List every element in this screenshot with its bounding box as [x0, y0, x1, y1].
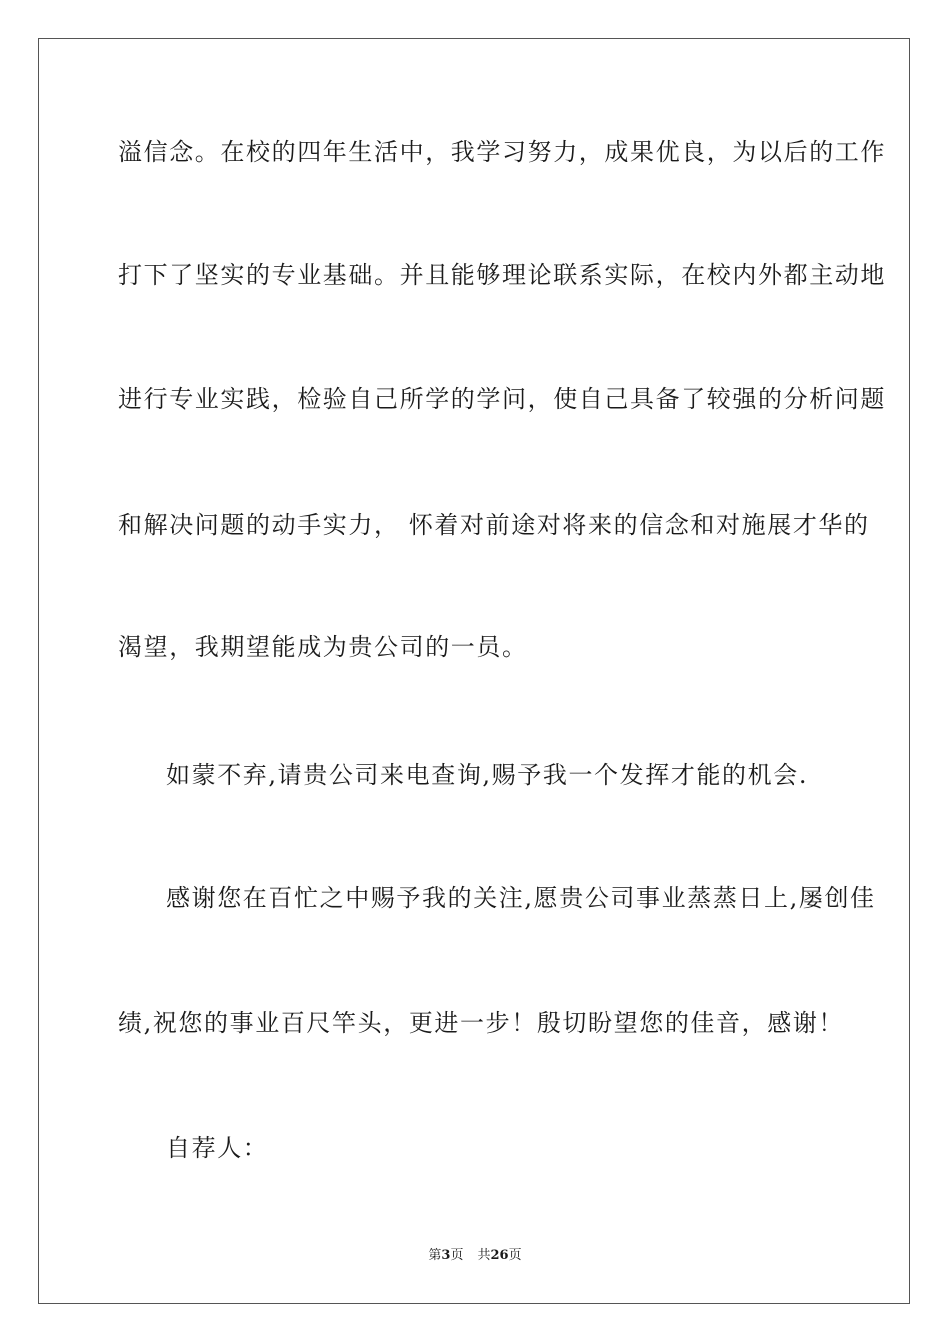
body-line-5: 渴望，我期望能成为贵公司的一员。	[118, 633, 528, 661]
body-line-1: 溢信念。在校的四年生活中，我学习努力，成果优良，为以后的工作	[118, 138, 886, 166]
body-line-2: 打下了坚实的专业基础。并且能够理论联系实际，在校内外都主动地	[118, 261, 886, 289]
body-line-3: 进行专业实践，检验自己所学的学问，使自己具备了较强的分析问题	[118, 385, 886, 413]
footer-page-prefix: 第	[428, 1248, 442, 1263]
signature-label: 自荐人：	[166, 1134, 269, 1162]
body-line-4: 和解决问题的动手实力， 怀着对前途对将来的信念和对施展才华的	[118, 511, 870, 539]
page-border	[38, 38, 910, 1304]
body-paragraph-thanks: 感谢您在百忙之中赐予我的关注,愿贵公司事业蒸蒸日上,屡创佳	[166, 884, 876, 912]
footer-page-number: 3	[441, 1248, 451, 1263]
footer-total-pages: 26	[490, 1248, 509, 1263]
body-line-8: 绩,祝您的事业百尺竿头，更进一步！殷切盼望您的佳音，感谢！	[118, 1009, 845, 1037]
body-paragraph-request: 如蒙不弃,请贵公司来电查询,赐予我一个发挥才能的机会.	[166, 761, 809, 789]
page-footer	[0, 1248, 950, 1264]
footer-total-suffix: 页	[508, 1248, 522, 1263]
footer-total-prefix: 共	[477, 1248, 491, 1263]
footer-page-suffix: 页	[450, 1248, 464, 1263]
